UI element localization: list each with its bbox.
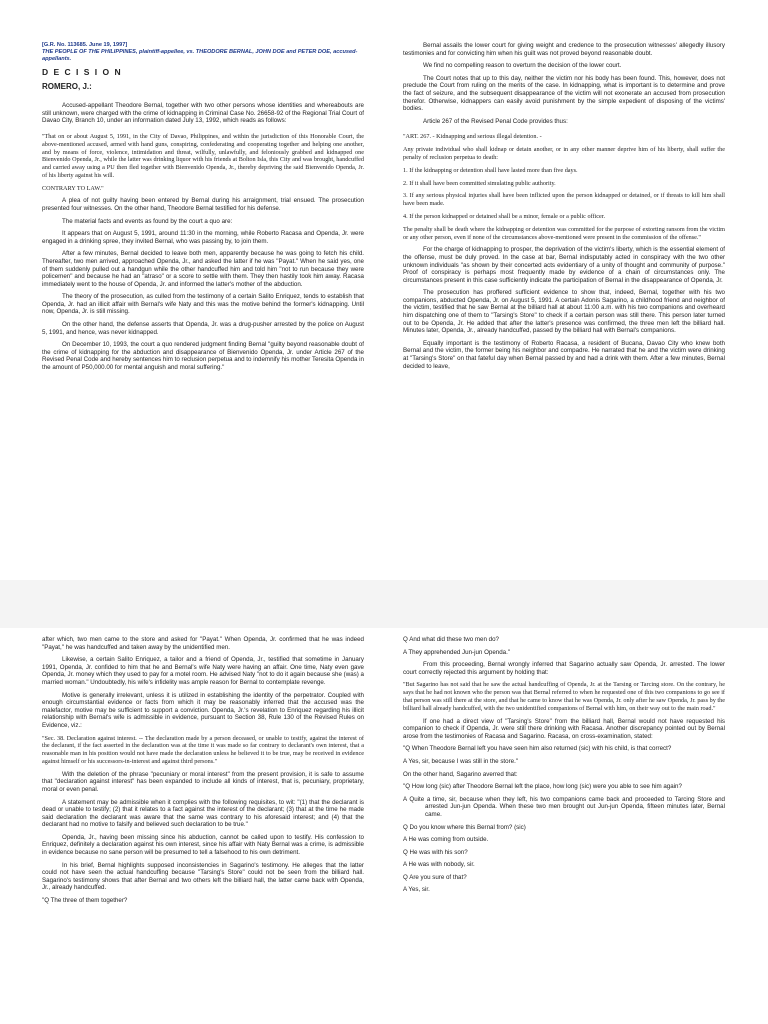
article-text: Any private individual who shall kidnap or detain another, or in any other manner deprive him of his liberty, shall suffer the penalty of reclusion perpetua to death: [403,146,725,161]
paragraph: Article 267 of the Revised Penal Code provides thus: [423,117,568,125]
right-column [403,636,725,899]
information-quote: "That on or about August 5, 1991, in the City of Davao, Philippines, and within the jurisdiction of this Honorable Court, the above-mentioned accused, armed with hand guns, conspiring, confederating and cooperating together and helping one another, and by means of force, violence, intimidation and threat, wilfully, unlawfully, and feloniously grabbed and kidnapped one Bienvenido Openda, Jr., while the latter was drinking liquor with his friends at Bolton Isla, this City and was brought, handcuffed and carried away using a PU then fled together with Bienvenido Openda, Jr., thereby depriving the said Bienvenido Openda, Jr. of his liberty against his will. [42,132,364,179]
paragraph: Equally important is the testimony of Roberto Racasa, a resident of Bucana, Davao City who knew both Bernal and the victim, the former being his neighbor and compadre. He narrated that he and the victim were drinking at "Tarsing's Store" on that fateful day when Bernal passed by and had a drink with them. After a few minutes, Bernal decided to leave, [403,339,725,370]
paragraph: From this proceeding, Bernal wrongly inferred that Sagarino actually saw Openda, Jr. arrested. The lower court correctly rejected this argument by holding that: [403,661,725,676]
testimony-line: Q Do you know where this Bernal from? (sic) [403,823,526,831]
testimony-line: "Q When Theodore Bernal left you have seen him also returned (sic) with his child, is that correct? [403,745,672,753]
paragraph: A statement may be admissible when it complies with the following requisites, to wit: "(1) that the declarant is dead or unable to testify; (2) that it relates to a fact against the interest of the declarant; (3) that at the time he made said declaration the declarant was aware that the same was contrary to his aforesaid interest; and (4) that the declarant had no motive to falsify and believed such declaration to be true." [42,798,364,829]
paragraph: In his brief, Bernal highlights supposed inconsistencies in Sagarino's testimony. He alleges that the latter could not have seen the actual handcuffing because "Tarsing's Store" could not be seen from the billiard hall. Sagarino's testimony shows that after Bernal and two others left the billiard hall, the latter came back with Openda, Jr., already handcuffed. [42,861,364,892]
article-item: 4. If the person kidnapped or detained shall be a minor, female or a public officer. [403,212,606,220]
paragraph: After a few minutes, Bernal decided to leave both men, apparently because he was going to fetch his child. Thereafter, two men arrived, approached Openda, Jr., and asked the latter if he was "Payat." When he said yes, one of them suddenly pulled out a handgun while the other handcuffed him and told him "not to run because they were policemen" and because he had an "atraso" or a score to settle with them. They then hastily took him away. Racasa immediately went to the house of Openda, Jr. and informed the latter's mother of the abduction. [42,250,364,288]
paragraph: If one had a direct view of "Tarsing's Store" from the billiard hall, Bernal would not have requested his companion to check if Openda, Jr. were still there drinking with Racasa. Another discrepancy pointed out by Bernal arose from the testimonies of Racasa and Sagarino. Racasa, on cross-examination, stated: [403,717,725,740]
testimony-line: A He was with nobody, sir. [403,861,475,869]
paragraph: On the other hand, the defense asserts that Openda, Jr. was a drug-pusher arrested by the police on August 5, 1991, and hence, was never kidnapped. [42,321,364,336]
paragraph: A plea of not guilty having been entered by Bernal during his arraignment, trial ensued. The prosecution presented four witnesses. On the other hand, Theodore Bernal testified for his defense. [42,197,364,212]
paragraph: It appears that on August 5, 1991, around 11:30 in the morning, while Roberto Racasa and Openda, Jr. were engaged in a drinking spree, they invited Bernal, who was passing by, to join them. [42,230,364,245]
left-column [42,636,364,910]
page-gap [0,580,768,628]
case-parties: THE PEOPLE OF THE PHILIPPINES, plaintiff-appellee, vs. THEODORE BERNAL, JOHN DOE and PETER DOE, accused-appellants. [42,49,358,62]
paragraph: Openda, Jr., having been missing since his abduction, cannot be called upon to testify. His confession to Enriquez, definitely a declaration against his own interest, since his affair with Naty Bernal was a crime, is admissible in evidence because no sane person will be presumed to tell a falsehood to his own detriment. [42,833,364,857]
paragraph: The material facts and events as found by the court a quo are: [62,217,233,225]
decision-title: D E C I S I O N [42,67,123,77]
gr-number: [G.R. No. 113685. June 19, 1997] [42,42,128,48]
paragraph: We find no compelling reason to overturn the decision of the lower court. [423,62,622,70]
testimony-line: A Yes, sir. [403,886,430,894]
rule-quote: "Sec. 38. Declaration against interest. -- The declaration made by a person deceased, or unable to testify, against the interest of the declarant, if the fact asserted in the declaration was at the time it was made so far contrary to declarant's own interest, that a reasonable man in his position would not have made the declaration unless he believed it to be true, may be received in evidence against himself or his successors-in-interest and against third persons." [42,734,364,765]
paragraph: The prosecution has proffered sufficient evidence to show that, indeed, Bernal, together with his two companions, abducted Openda, Jr. on August 5, 1991. A certain Adonis Sagarino, a childhood friend and neighbor of the victim, testified that he saw Bernal at the billiard hall at about 11:00 a.m. with his two companions and overheard him dispatching one of them to "Tarsing's Store" to check if a certain person was still there. This person later turned out to be Openda, Jr. He added that after the latter's presence was confirmed, the three men left the billiard hall. Minutes later, Openda, Jr., already handcuffed, passed by the billiard hall with Bernal's companions. [403,289,725,335]
paragraph: after which, two men came to the store and asked for "Payat." When Openda, Jr. confirmed that he was indeed "Payat," he was handcuffed and taken away by the unidentified men. [42,636,364,651]
paragraph: The Court notes that up to this day, neither the victim nor his body has been found. This, however, does not preclude the Court from ruling on the merits of the case. In kidnapping, what is important is to determine and prove the fact of seizure, and the subsequent disappearance of the victim will not exonerate an accused from prosecution therefor. Otherwise, kidnappers can easily avoid punishment by the simple expedient of disposing of the victims' bodies. [403,74,725,113]
article-penalty: The penalty shall be death where the kidnapping or detention was committed for the purpose of extorting ransom from the victim or any other person, even if none of the circumstances above-mentioned were present in the commission of the offense." [403,225,725,241]
paragraph: Accused-appellant Theodore Bernal, together with two other persons whose identities and whereabouts are still unknown, were charged with the crime of kidnapping in Criminal Case No. 26658-92 of the Regional Trial Court of Davao City, Branch 10, under an information dated July 13, 1992, which reads as follows: [42,102,364,125]
paragraph: Motive is generally irrelevant, unless it is utilized in establishing the identity of the perpetrator. Coupled with enough circumstantial evidence or facts from which it may be reasonably inferred that the accused was the malefactor, motive may be sufficient to support a conviction. Openda, Jr.'s revelation to Enriquez regarding his illicit relationship with Bernal's wife is admissible in evidence, pursuant to Section 38, Rule 130 of the Revised Rules on Evidence, viz.: [42,691,364,729]
paragraph: On December 10, 1993, the court a quo rendered judgment finding Bernal "guilty beyond reasonable doubt of the crime of kidnapping for the abduction and disappearance of Bienvenido Openda, Jr. under Article 267 of the Revised Penal Code and hereby sentences him to reclusion perpetua and to indemnify his mother Teresita Openda in the amount of P50,000.00 for mental anguish and moral suffering." [42,341,364,372]
paragraph: For the charge of kidnapping to prosper, the deprivation of the victim's liberty, which is the essential element of the offense, must be duly proved. In the case at bar, Bernal indisputably acted in conspiracy with the two other unknown individuals "as shown by their concerted acts evidentiary of a unity of thought and community of purpose." Proof of conspiracy is perhaps most frequently made by evidence of a chain of circumstances only. The circumstances present in this case sufficiently indicate the participation of Bernal in the disappearance of Openda, Jr. [403,246,725,284]
article-item: 1. If the kidnapping or detention shall have lasted more than five days. [403,166,578,174]
left-column [42,42,364,377]
court-quote: "But Sagarino has not said that he saw the actual handcuffing of Openda, Jr. at the Tarsing or Tarcing store. On the contrary, he says that he had not known who the person was that Bernal referred to when he requested one of this two companions to go see if that person was still there at the store, and that he came to know that he was Openda, Jr. only after he saw Openda, Jr. pass by the billiard hall already handcuffed, with the two unidentified companions of Bernal with him, on their way out to the main road." [403,681,725,712]
testimony-line: A Quite a time, sir, because when they left, his two companions came back and proceeded to Tarcing Store and arrested Jun-jun Openda. When these two men brought out Jun-jun Openda, fifteen minutes later, Bernal came. [403,795,725,818]
right-column [403,42,725,375]
testimony-line: Q He was with his son? [403,848,468,856]
testimony-line: Q Are you sure of that? [403,873,467,881]
testimony-line: Q And what did these two men do? [403,636,499,643]
paragraph: The theory of the prosecution, as culled from the testimony of a certain Salito Enriquez, tends to establish that Openda, Jr. had an illicit affair with Bernal's wife Naty and this was the motive behind the former's kidnapping. Until now, Openda, Jr. is still missing. [42,293,364,316]
page-2 [0,628,768,1024]
article-item: 3. If any serious physical injuries shall have been inflicted upon the person kidnapped or detained, or if threats to kill him shall have been made. [403,192,725,208]
testimony-line: A They apprehended Jun-jun Openda." [403,648,511,656]
testimony-line: "Q How long (sic) after Theodore Bernal left the place, how long (sic) were you able to see him again? [403,783,682,791]
testimony-line: "Q The three of them together? [42,897,128,905]
paragraph: On the other hand, Sagarino averred that: [403,770,518,778]
article-item: 2. If it shall have been committed simulating public authority. [403,179,556,187]
article-heading: "ART. 267. - Kidnapping and serious illegal detention. - [403,133,542,141]
paragraph: Likewise, a certain Salito Enriquez, a tailor and a friend of Openda, Jr., testified that sometime in January 1991, Openda, Jr. confided to him that he and Bernal's wife Naty were having an affair. One time, Naty even gave Openda, Jr. money which they used to pay for a motel room. He advised Naty "not to do it again because she (was) a married woman." Undoubtedly, his wife's infidelity was ample reason for Bernal to contemplate revenge. [42,656,364,686]
testimony-line: A Yes, sir, because I was still in the store." [403,757,519,765]
contrary-to-law: CONTRARY TO LAW." [42,184,104,192]
ponente: ROMERO, J.: [42,81,92,91]
paragraph: With the deletion of the phrase "pecuniary or moral interest" from the present provision, it is safe to assume that "declaration against interest" has been expanded to include all kinds of interest, that is, pecuniary, proprietary, moral or even penal. [42,770,364,793]
paragraph: Bernal assails the lower court for giving weight and credence to the prosecution witnesses' allegedly illusory testimonies and for convicting him when his guilt was not proved beyond reasonable doubt. [403,42,725,57]
testimony-line: A He was coming from outside. [403,836,489,844]
